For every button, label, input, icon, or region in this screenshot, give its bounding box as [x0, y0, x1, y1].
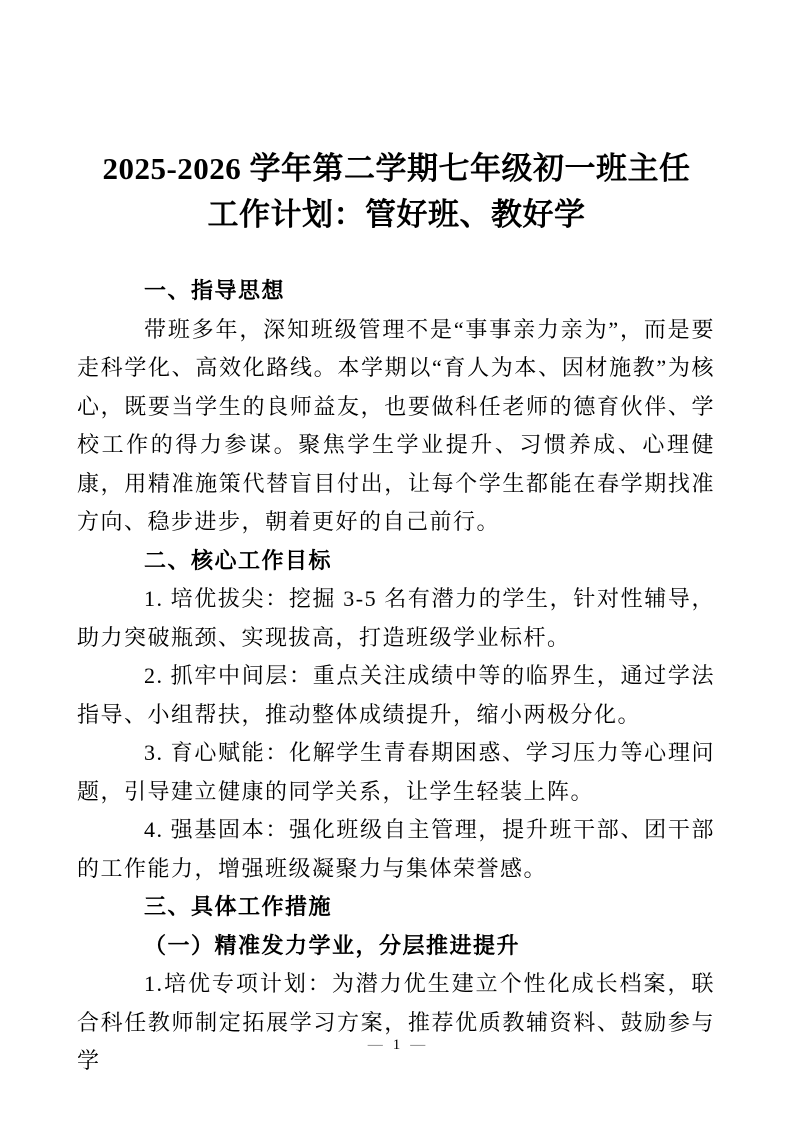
footer-page-number: 1: [392, 1037, 401, 1053]
body-paragraph: 1.培优专项计划：为潜力优生建立个性化成长档案，联合科任教师制定拓展学习方案，推荐优质教辅资料、鼓励参与学: [77, 971, 715, 1073]
document-title: 2025-2026 学年第二学期七年级初一班主任工作计划：管好班、教好学: [102, 151, 691, 232]
body-paragraph: 3. 育心赋能：化解学生青春期困惑、学习压力等心理问题，引导建立健康的同学关系，让学生轻装上阵。: [77, 740, 715, 804]
body-paragraph: 带班多年，深知班级管理不是“事事亲力亲为”，而是要走科学化、高效化路线。本学期以“育人为本、因材施教”为核心，既要当学生的良师益友，也要做科任老师的德育伙伴、学校工作的得力参谋。聚焦学生学业提升、习惯养成、心理健康，用精准施策代替盲目付出，让每个学生都能在春学期找准方向、稳步进步，朝着更好的自己前行。: [77, 316, 715, 534]
section-heading: 三、具体工作措施: [144, 894, 333, 919]
footer-dash-left: —: [367, 1037, 383, 1053]
body-paragraph: 4. 强基固本：强化班级自主管理，提升班干部、团干部的工作能力，增强班级凝聚力与集体荣誉感。: [77, 817, 715, 881]
body-paragraph: 1. 培优拔尖：挖掘 3-5 名有潜力的学生，针对性辅导，助力突破瓶颈、实现拔高，打造班级学业标杆。: [77, 586, 715, 650]
footer-dash-right: —: [410, 1037, 426, 1053]
body-paragraph: 2. 抓牢中间层：重点关注成绩中等的临界生，通过学法指导、小组帮扶，推动整体成绩提升，缩小两极分化。: [77, 663, 715, 727]
document-body: [77, 272, 715, 1081]
section-heading: 一、指导思想: [144, 278, 286, 303]
page-footer: [0, 1034, 793, 1056]
section-heading: 二、核心工作目标: [144, 547, 333, 573]
section-heading: （一）精准发力学业，分层推进提升: [144, 932, 521, 958]
